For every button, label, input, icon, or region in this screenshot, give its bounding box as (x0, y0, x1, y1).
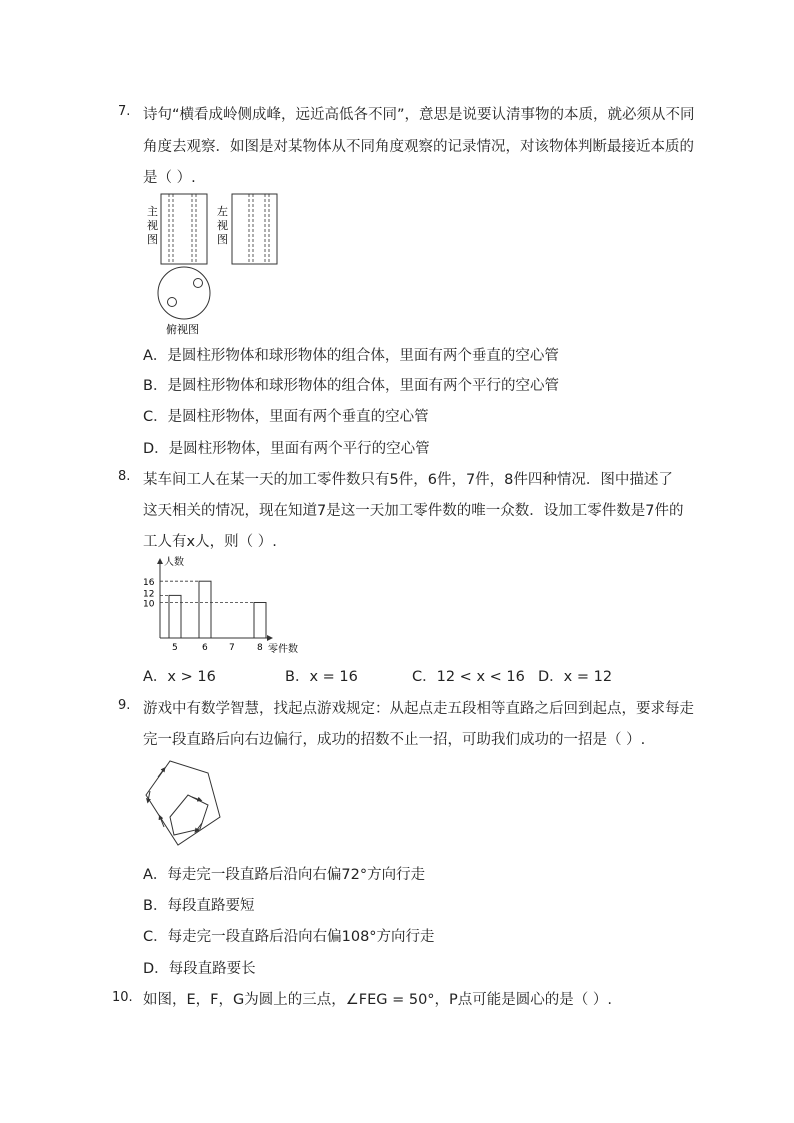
bar-5 (169, 595, 181, 638)
x-tick-label-6: 6 (202, 643, 208, 653)
q7-line-2: 角度去观察．如图是对某物体从不同角度观察的记录情况，对该物体判断最接近本质的 (143, 139, 694, 155)
y-tick-label-16: 16 (143, 578, 155, 589)
q8-option-c[interactable]: C．12 < x < 16 (412, 669, 525, 685)
bar-8 (254, 603, 266, 639)
y-tick-label-10: 10 (143, 599, 155, 610)
y-tick-label-12: 12 (143, 589, 155, 600)
x-tick-label-7: 7 (229, 643, 235, 653)
q10-number: 10. (112, 990, 133, 1005)
top-view-label: 俯视图 (166, 323, 199, 336)
left-view-label-1: 左 (217, 205, 228, 218)
q8-line-3: 工人有x人，则（ ）. (143, 534, 277, 550)
left-view-label-3: 图 (217, 233, 228, 246)
q8-option-b[interactable]: B．x = 16 (285, 669, 358, 685)
q9-line-2: 完一段直路后向右边偏行，成功的招数不止一招，可助我们成功的一招是（ ）. (143, 732, 646, 748)
q10-line-1: 如图，E，F，G为圆上的三点，∠FEG = 50°，P点可能是圆心的是（ ）. (143, 992, 613, 1008)
chart-marks (143, 578, 266, 653)
left-view (232, 194, 277, 264)
q9-pentagon-path-figure (140, 755, 235, 850)
q7-option-a[interactable]: A．是圆柱形物体和球形物体的组合体，里面有两个垂直的空心管 (143, 348, 559, 364)
x-tick-label-5: 5 (172, 643, 178, 653)
q7-option-b[interactable]: B．是圆柱形物体和球形物体的组合体，里面有两个平行的空心管 (143, 378, 559, 394)
q7-option-c[interactable]: C．是圆柱形物体，里面有两个垂直的空心管 (143, 409, 429, 425)
front-view-label-3: 图 (147, 233, 158, 246)
y-axis-label: 人数 (164, 557, 184, 568)
front-view-label-1: 主 (147, 205, 158, 218)
q8-line-2: 这天相关的情况，现在知道7是这一天加工零件数的唯一众数．设加工零件数是7件的 (143, 503, 684, 519)
q8-line-1: 某车间工人在某一天的加工零件数只有5件，6件，7件，8件四种情况．图中描述了 (143, 472, 673, 488)
q7-line-1: 诗句“横看成岭侧成峰，远近高低各不同”，意思是说要认清事物的本质，就必须从不同 (143, 107, 695, 123)
left-view-label-2: 视 (217, 219, 228, 232)
q7-number: 7. (118, 104, 131, 119)
q9-option-d[interactable]: D．每段直路要长 (143, 961, 256, 977)
top-view (158, 267, 210, 319)
q8-bar-chart (138, 553, 318, 658)
q7-three-view-figure (140, 190, 290, 340)
q7-line-3: 是（ ）. (143, 170, 196, 186)
x-axis-label: 零件数 (268, 644, 298, 655)
q9-line-1: 游戏中有数学智慧，找起点游戏规定：从起点走五段相等直路之后回到起点，要求每走 (143, 701, 694, 717)
q9-option-b[interactable]: B．每段直路要短 (143, 898, 255, 914)
q8-option-d[interactable]: D．x = 12 (538, 669, 613, 685)
q9-option-a[interactable]: A．每走完一段直路后沿向右偏72°方向行走 (143, 867, 426, 883)
q9-option-c[interactable]: C．每走完一段直路后沿向右偏108°方向行走 (143, 929, 435, 945)
q7-option-d[interactable]: D．是圆柱形物体，里面有两个平行的空心管 (143, 441, 430, 457)
front-view-label-2: 视 (147, 219, 158, 232)
x-tick-label-8: 8 (257, 643, 263, 653)
front-view (161, 194, 207, 264)
bar-6 (199, 581, 211, 638)
q8-option-a[interactable]: A．x > 16 (143, 669, 216, 685)
q8-number: 8. (118, 469, 131, 484)
q9-number: 9. (118, 698, 131, 713)
